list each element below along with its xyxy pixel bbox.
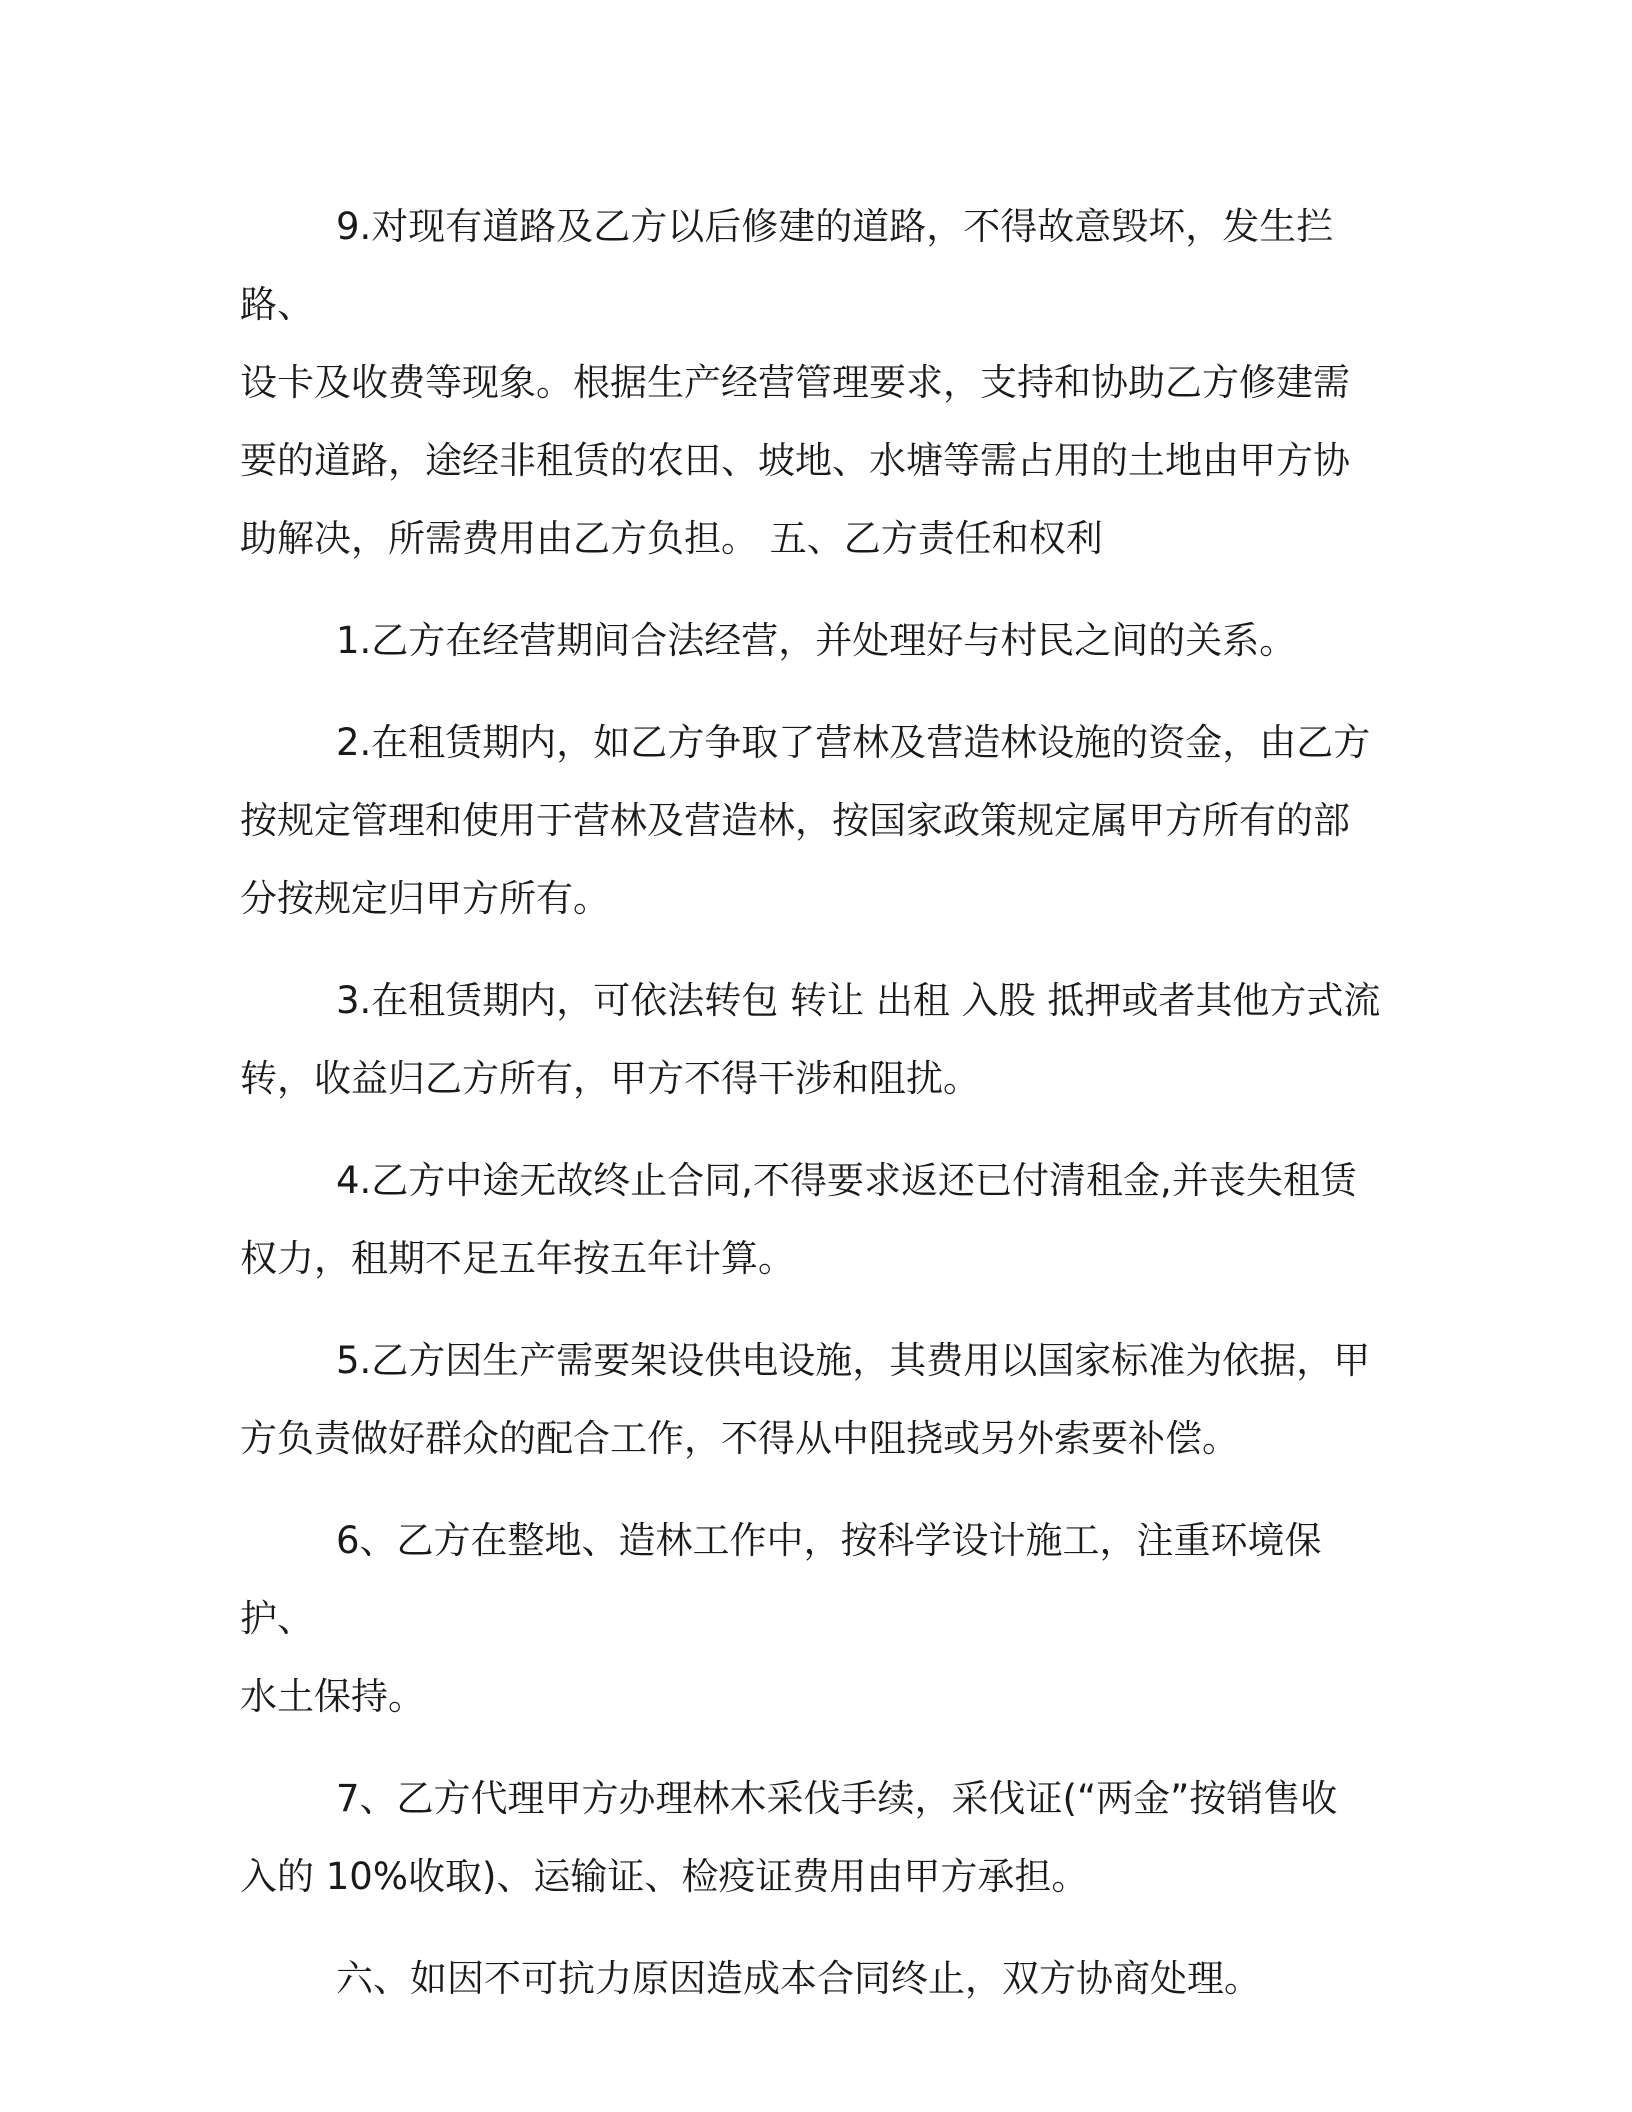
paragraph-line: 3.在租赁期内，可依法转包 转让 出租 入股 抵押或者其他方式流 — [336, 979, 1381, 1022]
paragraph-line: 权力，租期不足五年按五年计算。 — [240, 1237, 795, 1280]
paragraph-line: 六、如因不可抗力原因造成本合同终止，双方协商处理。 — [336, 1957, 1261, 2000]
paragraph-line: 水土保持。 — [240, 1675, 425, 1718]
document-body — [240, 188, 1390, 2042]
paragraph-s6 — [240, 1940, 1390, 2018]
paragraph-r7 — [240, 1760, 1390, 1916]
paragraph-line: 9.对现有道路及乙方以后修建的道路，不得故意毁坏，发生拦路、 — [240, 205, 1334, 326]
paragraph-line: 1.乙方在经营期间合法经营，并处理好与村民之间的关系。 — [336, 619, 1297, 662]
paragraph-line: 6、乙方在整地、造林工作中，按科学设计施工，注重环境保护、 — [240, 1519, 1322, 1640]
paragraph-r2 — [240, 704, 1390, 938]
paragraph-line: 方负责做好群众的配合工作，不得从中阻挠或另外索要补偿。 — [240, 1417, 1239, 1460]
paragraph-line: 4.乙方中途无故终止合同,不得要求返还已付清租金,并丧失租赁 — [336, 1159, 1357, 1202]
paragraph-line: 入的 10%收取)、运输证、检疫证费用由甲方承担。 — [240, 1855, 1089, 1898]
paragraph-line: 设卡及收费等现象。根据生产经营管理要求，支持和协助乙方修建需 — [240, 361, 1350, 404]
paragraph-r6 — [240, 1502, 1390, 1736]
paragraph-r5 — [240, 1322, 1390, 1478]
paragraph-line: 7、乙方代理甲方办理林木采伐手续，采伐证(“两金”按销售收 — [336, 1777, 1338, 1820]
paragraph-p9 — [240, 188, 1390, 578]
paragraph-line: 按规定管理和使用于营林及营造林，按国家政策规定属甲方所有的部 — [240, 799, 1350, 842]
paragraph-r1 — [240, 602, 1390, 680]
paragraph-line: 助解决，所需费用由乙方负担。 五、乙方责任和权利 — [240, 517, 1103, 560]
paragraph-line: 5.乙方因生产需要架设供电设施，其费用以国家标准为依据，甲 — [336, 1339, 1371, 1382]
paragraph-line: 分按规定归甲方所有。 — [240, 877, 610, 920]
paragraph-r4 — [240, 1142, 1390, 1298]
paragraph-line: 转，收益归乙方所有，甲方不得干涉和阻扰。 — [240, 1057, 980, 1100]
paragraph-r3 — [240, 962, 1390, 1118]
paragraph-line: 要的道路，途经非租赁的农田、坡地、水塘等需占用的土地由甲方协 — [240, 439, 1350, 482]
paragraph-line: 2.在租赁期内，如乙方争取了营林及营造林设施的资金，由乙方 — [336, 721, 1371, 764]
